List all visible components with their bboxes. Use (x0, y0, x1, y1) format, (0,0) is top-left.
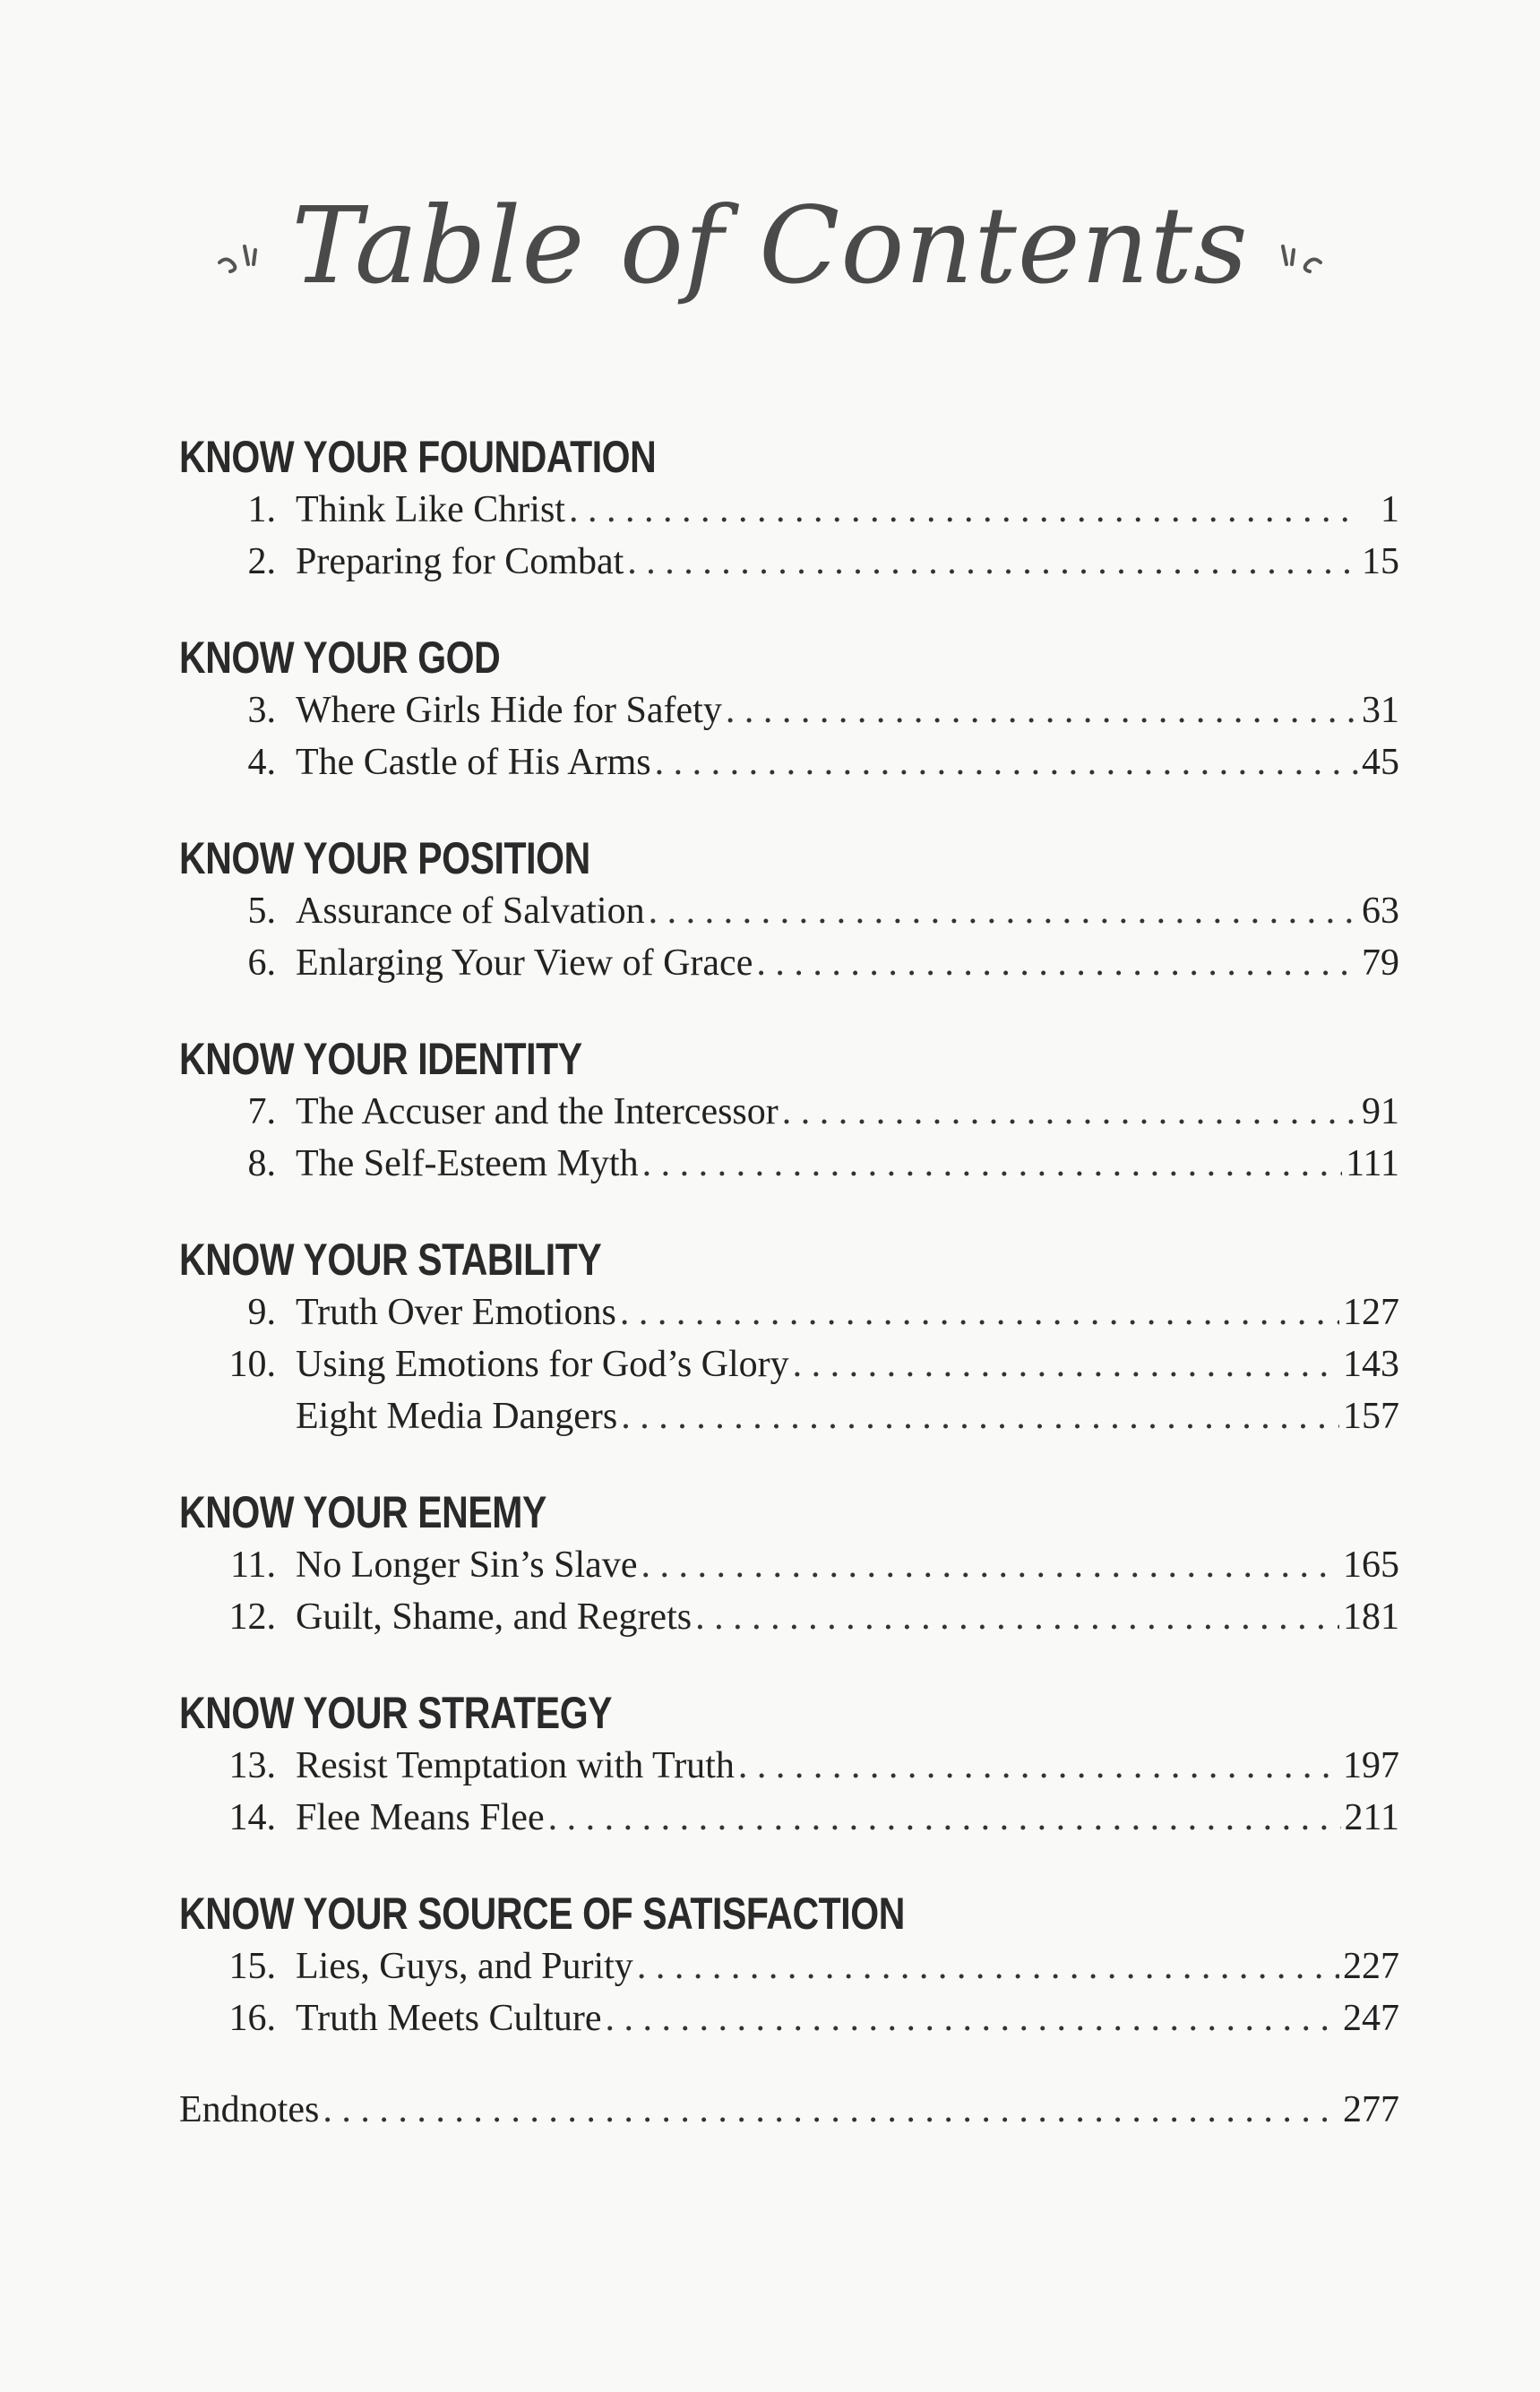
section-heading: KNOW YOUR STABILITY (179, 1235, 602, 1285)
chapter-title: Think Like Christ (296, 489, 565, 530)
endnotes-title: Endnotes (179, 2089, 320, 2130)
dot-leader (695, 1591, 1339, 1643)
chapter-number: 11. (230, 1544, 276, 1586)
page-number: 63 (1362, 891, 1399, 932)
chapter-title: No Longer Sin’s Slave (296, 1544, 638, 1586)
chapter-number: 2. (247, 541, 276, 582)
toc-entry[interactable] (179, 684, 1399, 736)
toc-entry[interactable] (179, 1740, 1399, 1792)
page-number: 1 (1381, 489, 1399, 530)
chapter-number: 9. (247, 1292, 276, 1333)
chapter-number: 7. (247, 1091, 276, 1132)
chapter-title: Enlarging Your View of Grace (296, 942, 753, 984)
section-heading: KNOW YOUR FOUNDATION (179, 432, 657, 482)
toc-entry[interactable] (179, 1591, 1399, 1643)
table-of-contents (179, 430, 1399, 2136)
page-title-text: Table of Contents (291, 184, 1249, 307)
chapter-number: 16. (228, 1998, 276, 2039)
toc-section-enemy (179, 1485, 1399, 1643)
chapter-title: Where Girls Hide for Safety (296, 690, 722, 731)
page-number: 197 (1343, 1745, 1399, 1786)
page-number: 15 (1362, 541, 1399, 582)
chapter-number: 8. (247, 1143, 276, 1184)
toc-entry[interactable] (179, 1940, 1399, 1992)
section-spacer (179, 1844, 1399, 1887)
section-spacer (179, 788, 1399, 831)
chapter-title: Preparing for Combat (296, 541, 624, 582)
page-number: 181 (1343, 1596, 1399, 1638)
title-block (0, 184, 1540, 307)
dot-leader (642, 1138, 1343, 1190)
toc-entry[interactable] (179, 736, 1399, 788)
section-heading: KNOW YOUR GOD (179, 632, 501, 683)
dot-leader (641, 1539, 1339, 1591)
page-number: 31 (1362, 690, 1399, 731)
chapter-number: 3. (247, 690, 276, 731)
chapter-title: Truth Meets Culture (296, 1998, 602, 2039)
dot-leader (620, 1286, 1339, 1338)
toc-section-position (179, 831, 1399, 989)
toc-section-god (179, 631, 1399, 788)
section-spacer (179, 588, 1399, 631)
page-number: 165 (1343, 1544, 1399, 1586)
chapter-number: 1. (247, 489, 276, 530)
right-flourish-icon (1267, 237, 1329, 282)
toc-entry-endnotes[interactable] (179, 2084, 1399, 2136)
section-heading: KNOW YOUR IDENTITY (179, 1034, 582, 1084)
toc-section-identity (179, 1032, 1399, 1190)
chapter-number: 6. (247, 942, 276, 984)
toc-entry[interactable] (179, 937, 1399, 989)
section-spacer (179, 1643, 1399, 1686)
chapter-number: 15. (228, 1946, 276, 1987)
chapter-number: 14. (228, 1797, 276, 1838)
section-spacer (179, 1190, 1399, 1233)
chapter-title: Flee Means Flee (296, 1797, 545, 1838)
dot-leader (726, 684, 1358, 736)
chapter-title: Assurance of Salvation (296, 891, 645, 932)
toc-entry[interactable] (179, 1539, 1399, 1591)
chapter-title: The Castle of His Arms (296, 742, 651, 783)
dot-leader (738, 1740, 1339, 1792)
section-heading: KNOW YOUR STRATEGY (179, 1688, 613, 1738)
section-spacer (179, 989, 1399, 1032)
page-title (211, 184, 1329, 307)
chapter-title: Using Emotions for God’s Glory (296, 1344, 789, 1385)
dot-leader (627, 536, 1358, 588)
left-flourish-icon (211, 237, 273, 282)
toc-entry[interactable] (179, 1338, 1399, 1390)
chapter-title: Resist Temptation with Truth (296, 1745, 735, 1786)
section-spacer (179, 1442, 1399, 1485)
toc-entry[interactable] (179, 1086, 1399, 1138)
chapter-number: 5. (247, 891, 276, 932)
toc-entry[interactable] (179, 1286, 1399, 1338)
toc-section-strategy (179, 1686, 1399, 1844)
page-number: 211 (1344, 1797, 1399, 1838)
chapter-number: 12. (228, 1596, 276, 1638)
dot-leader (649, 885, 1358, 937)
toc-entry[interactable] (179, 536, 1399, 588)
chapter-title: Eight Media Dangers (296, 1396, 618, 1437)
section-heading: KNOW YOUR POSITION (179, 833, 590, 883)
page-number: 227 (1343, 1946, 1399, 1987)
chapter-number: 13. (228, 1745, 276, 1786)
dot-leader (548, 1792, 1341, 1844)
toc-entry[interactable] (179, 1992, 1399, 2044)
toc-entry[interactable] (179, 1138, 1399, 1190)
dot-leader (756, 937, 1358, 989)
chapter-number: 4. (247, 742, 276, 783)
toc-section-satisfaction (179, 1887, 1399, 2044)
chapter-title: Lies, Guys, and Purity (296, 1946, 633, 1987)
dot-leader (621, 1390, 1339, 1442)
toc-section-foundation (179, 430, 1399, 588)
chapter-title: The Self-Esteem Myth (296, 1143, 639, 1184)
page-number: 247 (1343, 1998, 1399, 2039)
chapter-title: Guilt, Shame, and Regrets (296, 1596, 693, 1638)
page-number: 79 (1362, 942, 1399, 984)
toc-entry[interactable] (179, 885, 1399, 937)
dot-leader (782, 1086, 1358, 1138)
page-number: 127 (1343, 1292, 1399, 1333)
toc-entry[interactable] (179, 1792, 1399, 1844)
dot-leader (655, 736, 1358, 788)
page-number: 157 (1343, 1396, 1399, 1437)
chapter-title: Truth Over Emotions (296, 1292, 616, 1333)
page-number: 277 (1343, 2089, 1399, 2130)
toc-section-stability (179, 1233, 1399, 1442)
dot-leader (569, 484, 1360, 536)
page-number: 143 (1343, 1344, 1399, 1385)
toc-entry[interactable] (179, 1390, 1399, 1442)
page-number: 111 (1346, 1143, 1399, 1184)
chapter-title: The Accuser and the Intercessor (296, 1091, 779, 1132)
dot-leader (793, 1338, 1339, 1390)
page-number: 91 (1362, 1091, 1399, 1132)
page-number: 45 (1362, 742, 1399, 783)
dot-leader (637, 1940, 1339, 1992)
chapter-number: 10. (228, 1344, 276, 1385)
toc-entry[interactable] (179, 484, 1399, 536)
dot-leader (605, 1992, 1339, 2044)
section-heading: KNOW YOUR SOURCE OF SATISFACTION (179, 1889, 905, 1939)
section-heading: KNOW YOUR ENEMY (179, 1487, 546, 1537)
dot-leader (323, 2084, 1339, 2136)
